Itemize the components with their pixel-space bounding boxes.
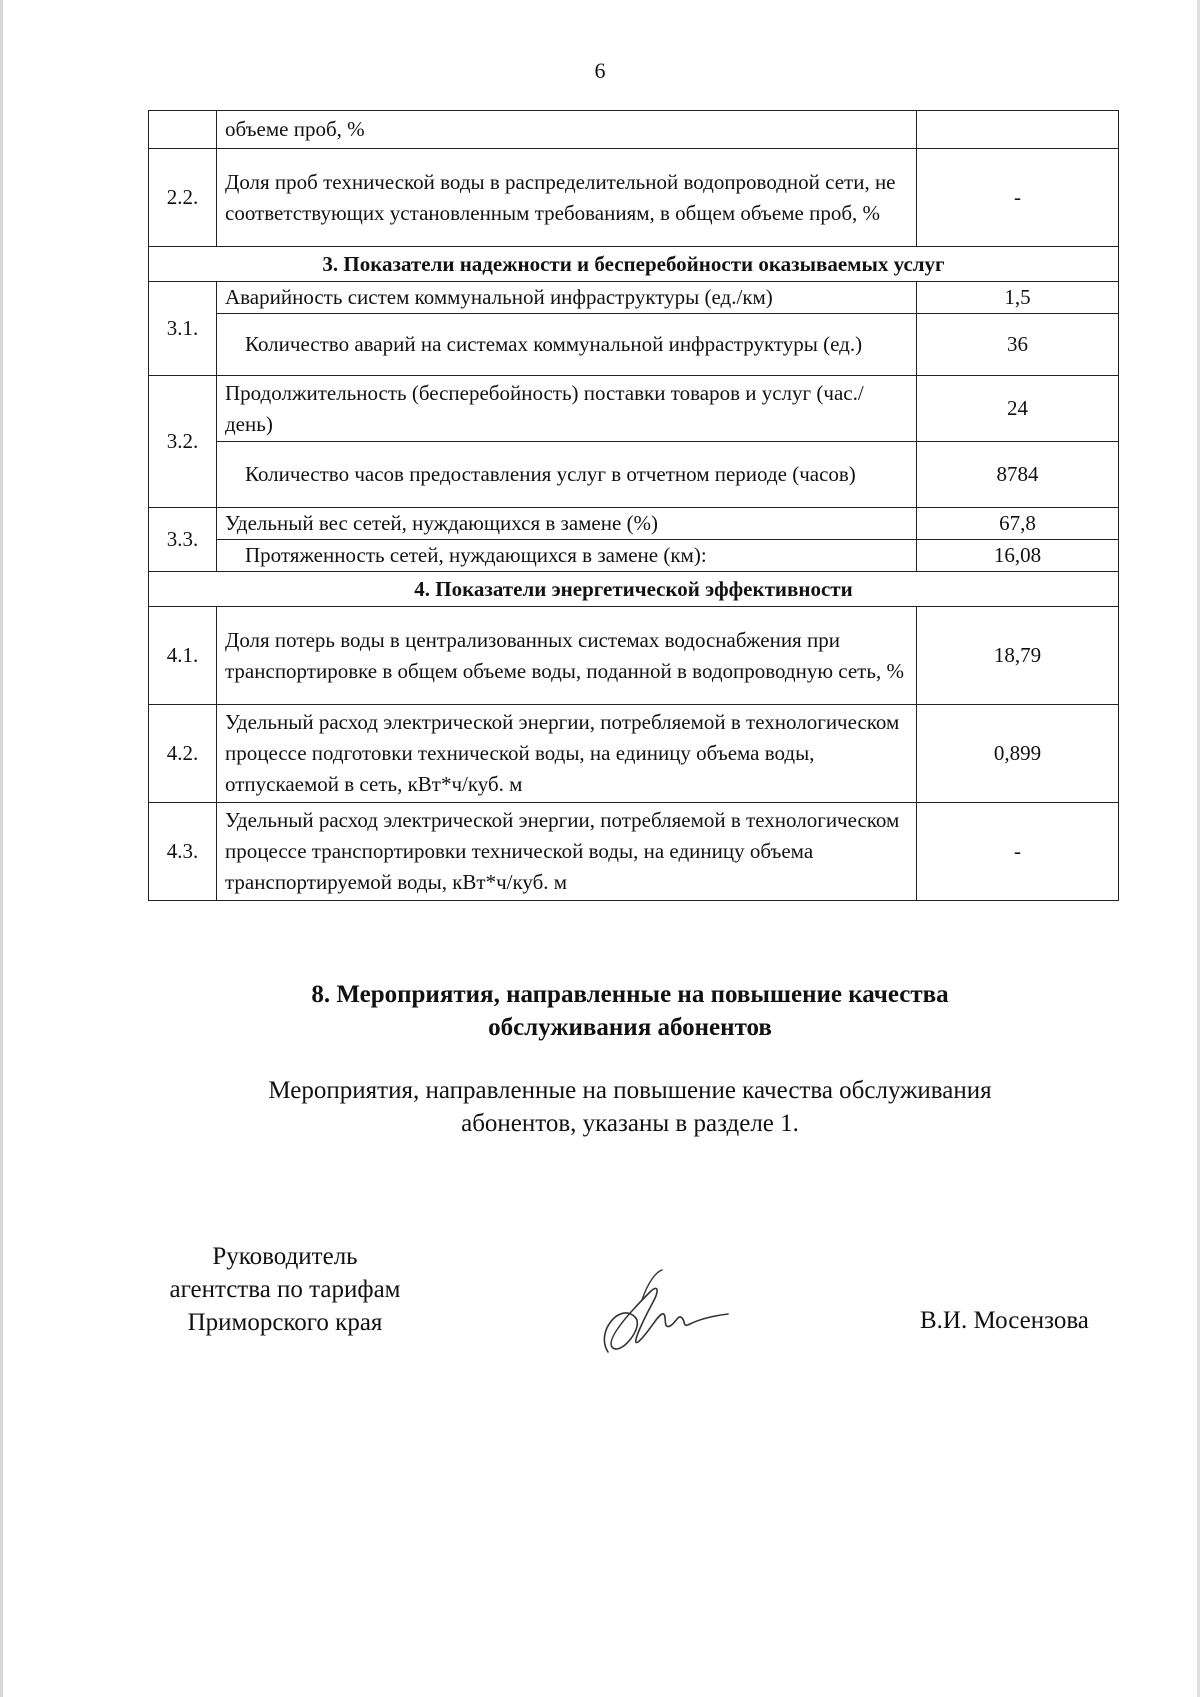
indicators-table xyxy=(148,110,1119,901)
section-8-paragraph xyxy=(150,1074,1110,1140)
row-number-cell: 3.1. xyxy=(149,282,217,376)
row-value-cell: 67,8 xyxy=(917,508,1119,540)
row-description-cell: Продолжительность (бесперебойность) поставки товаров и услуг (час./день) xyxy=(217,376,917,442)
row-value-cell: - xyxy=(917,803,1119,901)
row-value-cell: - xyxy=(917,149,1119,247)
row-number-cell: 4.2. xyxy=(149,705,217,803)
row-number-cell: 4.3. xyxy=(149,803,217,901)
row-description-cell: Протяженность сетей, нуждающихся в замене (км): xyxy=(217,540,917,572)
signatory-position xyxy=(140,1240,430,1339)
row-number-cell: 2.2. xyxy=(149,149,217,247)
row-description-cell: Количество аварий на системах коммунальной инфраструктуры (ед.) xyxy=(217,314,917,376)
row-value-cell: 1,5 xyxy=(917,282,1119,314)
section-header-row xyxy=(149,247,1119,282)
row-value-cell xyxy=(917,111,1119,149)
row-description-cell: Удельный вес сетей, нуждающихся в замене (%) xyxy=(217,508,917,540)
paragraph-line: абонентов, указаны в разделе 1. xyxy=(461,1110,799,1137)
row-description-cell: Удельный расход электрической энергии, потребляемой в технологическом процессе транспортировки технической воды, на единицу объема транспортируемой воды, кВт*ч/куб. м xyxy=(217,803,917,901)
row-value-cell: 8784 xyxy=(917,442,1119,508)
row-description-cell: Аварийность систем коммунальной инфраструктуры (ед./км) xyxy=(217,282,917,314)
table-row xyxy=(149,803,1119,901)
table-row xyxy=(149,111,1119,149)
row-value-cell: 18,79 xyxy=(917,607,1119,705)
row-number-cell: 4.1. xyxy=(149,607,217,705)
section-header-row xyxy=(149,572,1119,607)
table-row xyxy=(149,442,1119,508)
position-line: Приморского края xyxy=(187,1309,383,1336)
table-row xyxy=(149,508,1119,540)
row-number-cell xyxy=(149,111,217,149)
section-title: 3. Показатели надежности и бесперебойности оказываемых услуг xyxy=(149,247,1119,282)
heading-line: 8. Мероприятия, направленные на повышение качества xyxy=(311,981,949,1008)
row-value-cell: 36 xyxy=(917,314,1119,376)
table-row xyxy=(149,314,1119,376)
position-line: агентства по тарифам xyxy=(169,1276,401,1303)
row-value-cell: 16,08 xyxy=(917,540,1119,572)
row-value-cell: 0,899 xyxy=(917,705,1119,803)
row-description-cell: объеме проб, % xyxy=(217,111,917,149)
signatory-name: В.И. Мосензова xyxy=(920,1307,1089,1334)
row-description-cell: Доля потерь воды в централизованных системах водоснабжения при транспортировке в общем объеме воды, поданной в водопроводную сеть, % xyxy=(217,607,917,705)
table-row xyxy=(149,607,1119,705)
row-description-cell: Удельный расход электрической энергии, потребляемой в технологическом процессе подготовки технической воды, на единицу объема воды, отпускаемой в сеть, кВт*ч/куб. м xyxy=(217,705,917,803)
row-value-cell: 24 xyxy=(917,376,1119,442)
row-description-cell: Количество часов предоставления услуг в отчетном периоде (часов) xyxy=(217,442,917,508)
table-row xyxy=(149,149,1119,247)
table-row xyxy=(149,540,1119,572)
row-number-cell: 3.3. xyxy=(149,508,217,572)
row-number-cell: 3.2. xyxy=(149,376,217,508)
section-8-heading xyxy=(150,978,1110,1044)
table-row xyxy=(149,282,1119,314)
table-row xyxy=(149,376,1119,442)
scan-edge-left xyxy=(0,0,3,1697)
page-number: 6 xyxy=(594,58,606,83)
heading-line: обслуживания абонентов xyxy=(488,1014,772,1041)
position-line: Руководитель xyxy=(212,1243,358,1270)
table-row xyxy=(149,705,1119,803)
row-description-cell: Доля проб технической воды в распределительной водопроводной сети, не соответствующих установленным требованиям, в общем объеме проб, % xyxy=(217,149,917,247)
handwritten-signature xyxy=(590,1262,740,1367)
paragraph-line: Мероприятия, направленные на повышение качества обслуживания xyxy=(268,1077,992,1104)
section-title: 4. Показатели энергетической эффективности xyxy=(149,572,1119,607)
